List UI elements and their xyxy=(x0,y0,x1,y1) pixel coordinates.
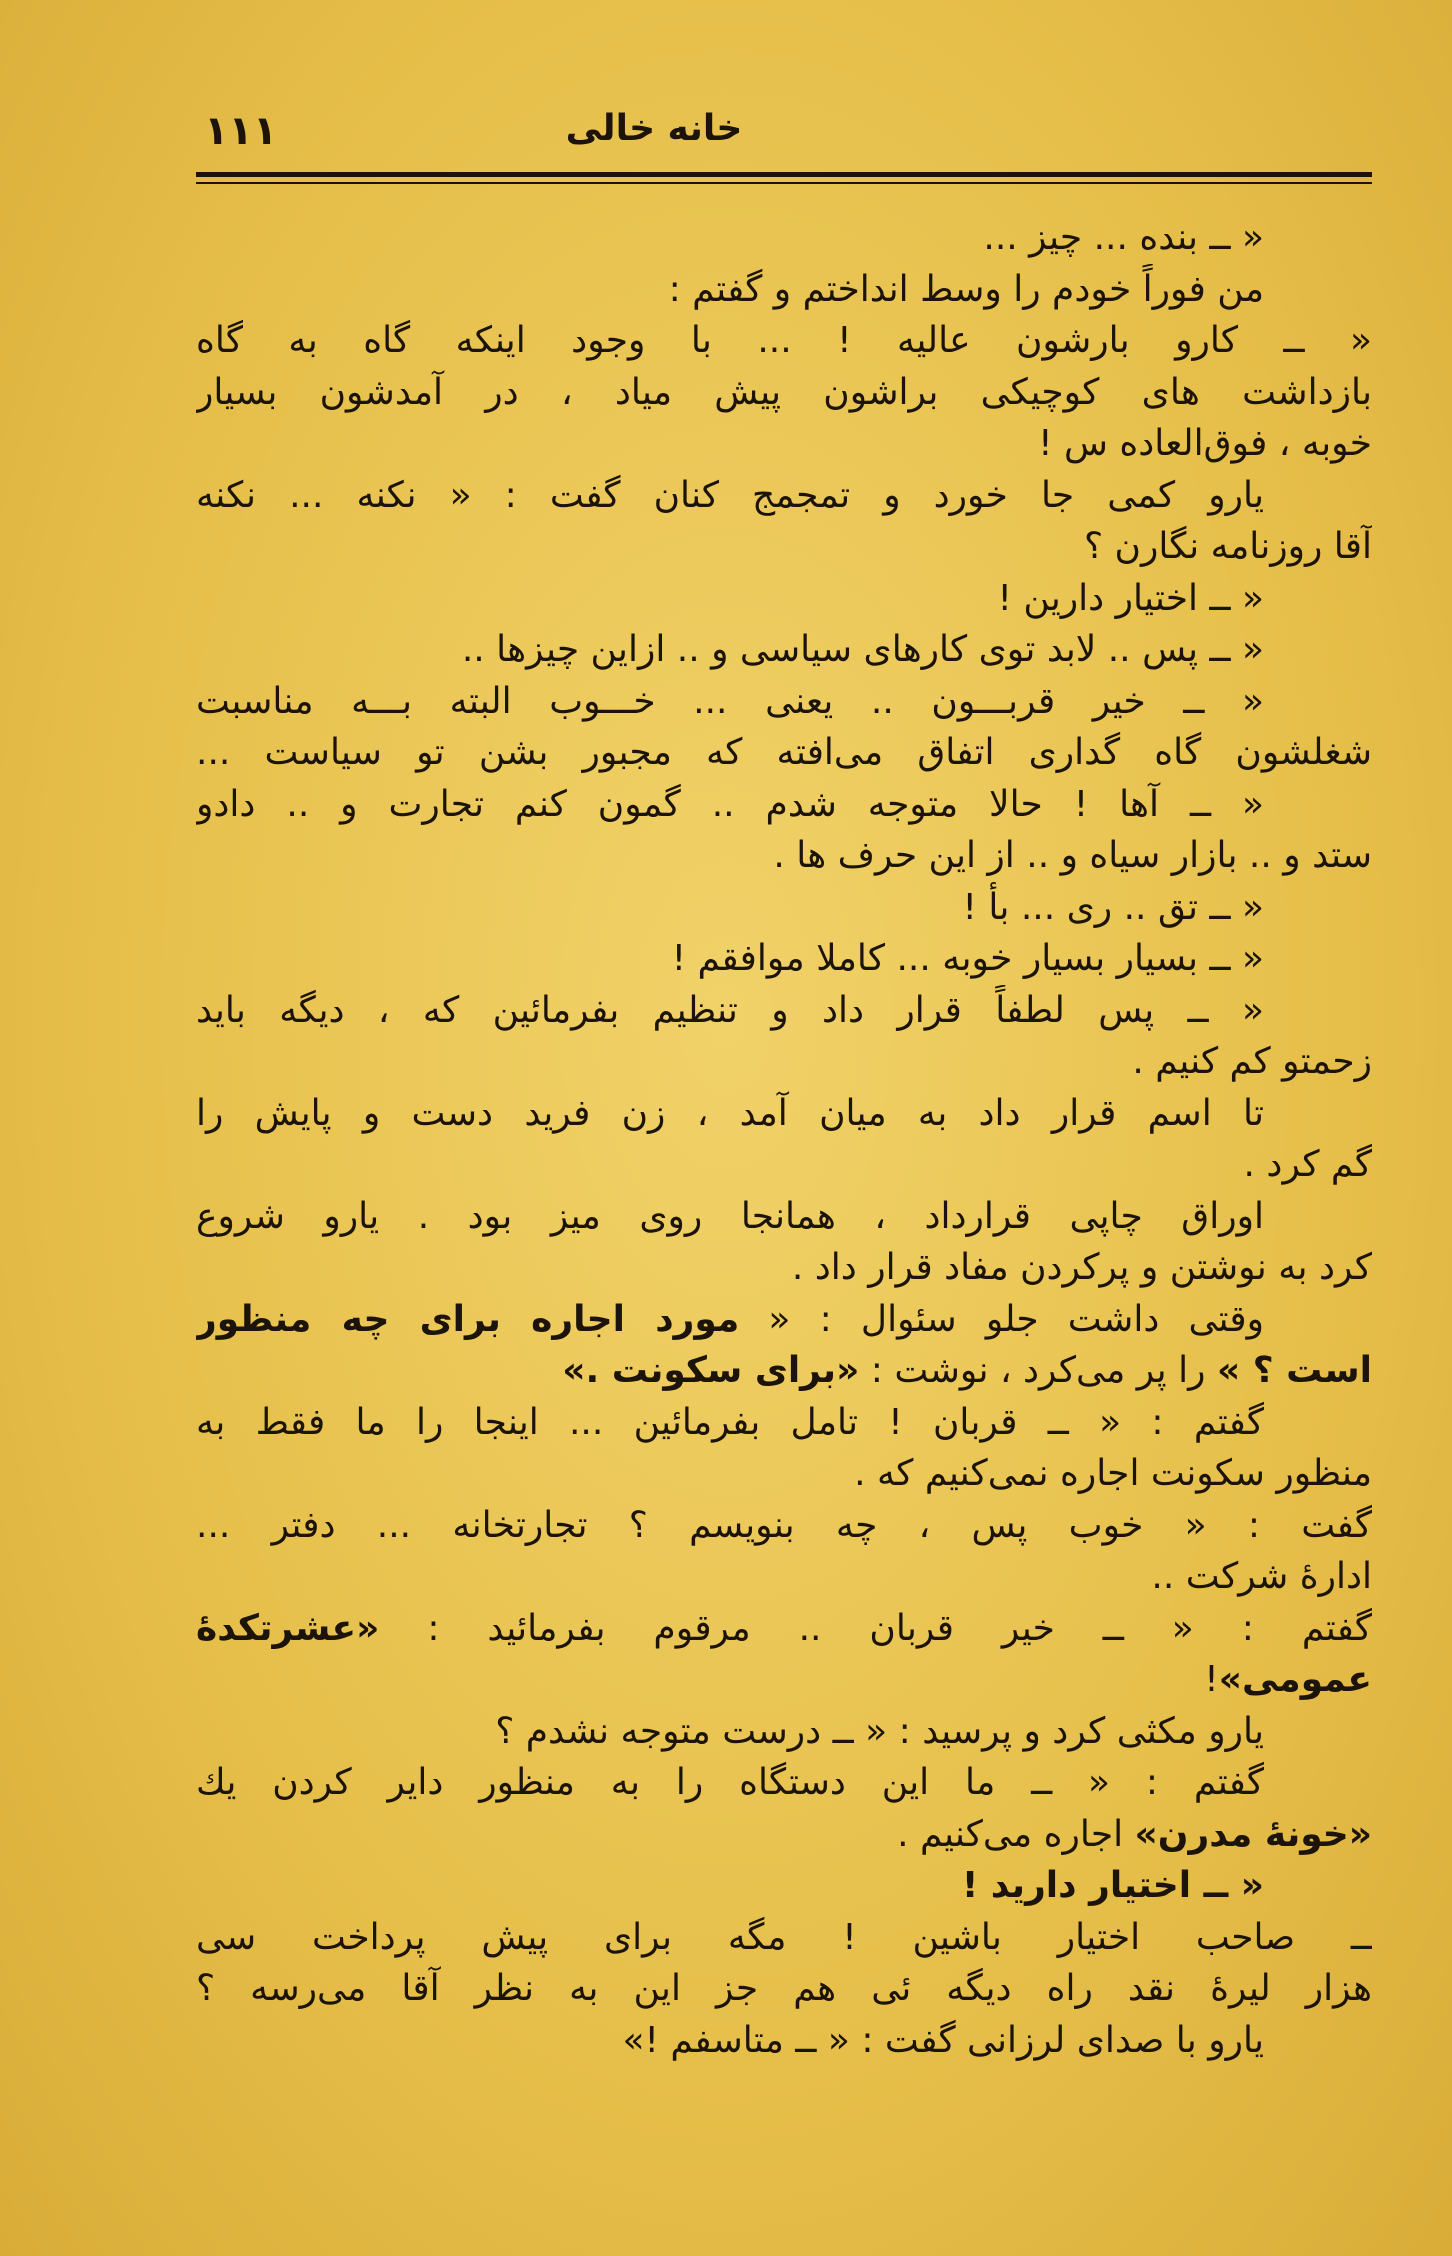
text-line: آقا روزنامه نگارن ؟ xyxy=(1083,526,1372,567)
text-line: منظور سکونت اجاره نمی‌کنیم که . xyxy=(854,1453,1372,1494)
text-line: کرد به نوشتن و پرکردن مفاد قرار داد . xyxy=(791,1247,1372,1288)
text-line: « ــ پس .. لابد توی کارهای سیاسی و .. ازاین چیزها .. xyxy=(461,629,1264,670)
text-line: زحمتو کم کنیم . xyxy=(1132,1041,1372,1082)
header-rule-thin xyxy=(196,182,1372,184)
text-line: است ؟ » را پر می‌کرد ، نوشت : «برای سکونت .» xyxy=(562,1350,1372,1391)
text-line: گم کرد . xyxy=(1243,1144,1372,1185)
text-line: « ــ کارو بارشون عالیه ! ... با وجود اینکه گاه به گاه xyxy=(196,320,1372,361)
text-line: « ــ بسیار بسیار خوبه ... کاملا موافقم ! xyxy=(671,938,1264,979)
text-line: گفت : « خوب پس ، چه بنویسم ؟ تجارتخانه ... دفتر ... xyxy=(196,1504,1372,1546)
text-line: شغلشون گاه گداری اتفاق می‌افته که مجبور بشن تو سیاست ... xyxy=(196,732,1372,773)
body-text xyxy=(196,212,1372,2066)
bold-phrase: «عشرتکدهٔ xyxy=(196,1607,380,1649)
text-line: هزار لیرهٔ نقد راه دیگه ئی هم جز این به نظر آقا می‌رسه ؟ xyxy=(196,1968,1372,2009)
text-line: یارو با صدای لرزانی گفت : « ــ متاسفم !» xyxy=(622,2019,1264,2061)
text-line: گفتم : « ــ قربان ! تامل بفرمائین ... اینجا را ما فقط به xyxy=(196,1401,1264,1443)
text-line: تا اسم قرار داد به میان آمد ، زن فرید دست و پایش را xyxy=(196,1092,1264,1134)
text-line: « ــ تق .. ری ... بأ ! xyxy=(962,886,1264,928)
text-line: بازداشت های کوچیکی براشون پیش میاد ، در آمدشون بسیار xyxy=(196,371,1372,413)
text-line: « ــ خیر قربـــون .. یعنی ... خـــوب البته بـــه مناسبت xyxy=(196,680,1264,722)
text-line: عمومی»! xyxy=(1204,1659,1372,1700)
text-line: گفتم : « ــ خیر قربان .. مرقوم بفرمائید : «عشرتکدهٔ xyxy=(196,1607,1372,1649)
text-line: « ــ آها ! حالا متوجه شدم .. گمون کنم تجارت و .. دادو xyxy=(196,783,1264,825)
text-line: « ــ بنده ... چیز ... xyxy=(983,217,1264,258)
bold-phrase: «خونهٔ مدرن» xyxy=(1134,1813,1372,1855)
running-title: خانه خالی xyxy=(565,108,743,149)
text-line: « ــ پس لطفاً قرار داد و تنظیم بفرمائین که ، دیگه باید xyxy=(196,989,1264,1031)
header-rule-thick xyxy=(196,172,1372,177)
text-line: یارو کمی جا خورد و تمجمج کنان گفت : « نکنه ... نکنه xyxy=(196,474,1264,516)
text-line: اوراق چاپی قرارداد ، همانجا روی میز بود . یارو شروع xyxy=(196,1195,1264,1237)
text-line: ادارهٔ شرکت .. xyxy=(1151,1556,1372,1597)
page-number: ۱۱۱ xyxy=(204,108,278,154)
text-line: من فوراً خودم را وسط انداختم و گفتم : xyxy=(668,268,1264,310)
text-line: وقتی داشت جلو سئوال : « مورد اجاره برای چه منظور xyxy=(196,1298,1264,1340)
bold-phrase: «برای سکونت .» xyxy=(562,1350,860,1391)
text-line: «خونهٔ مدرن» اجاره می‌کنیم . xyxy=(897,1813,1372,1855)
text-line: « ــ اختیار دارین ! xyxy=(997,577,1264,619)
text-line: ــ صاحب اختیار باشین ! مگه برای پیش پرداخت سی xyxy=(196,1916,1372,1958)
text-line: ستد و .. بازار سیاه و .. از این حرف ها . xyxy=(773,835,1372,876)
page-header xyxy=(196,108,1372,168)
text-line: گفتم : « ــ ما این دستگاه را به منظور دایر کردن یك xyxy=(196,1762,1264,1803)
bold-phrase: است ؟ » xyxy=(1216,1350,1372,1391)
text-line: « ــ اختیار دارید ! xyxy=(961,1865,1264,1906)
text-line: یارو مکثی کرد و پرسید : « ــ درست متوجه نشدم ؟ xyxy=(495,1710,1264,1752)
bold-phrase: مورد اجاره برای چه منظور xyxy=(196,1298,740,1340)
text-line: خوبه ، فوق‌العاده س ! xyxy=(1038,423,1372,464)
bold-phrase: عمومی» xyxy=(1218,1659,1372,1700)
